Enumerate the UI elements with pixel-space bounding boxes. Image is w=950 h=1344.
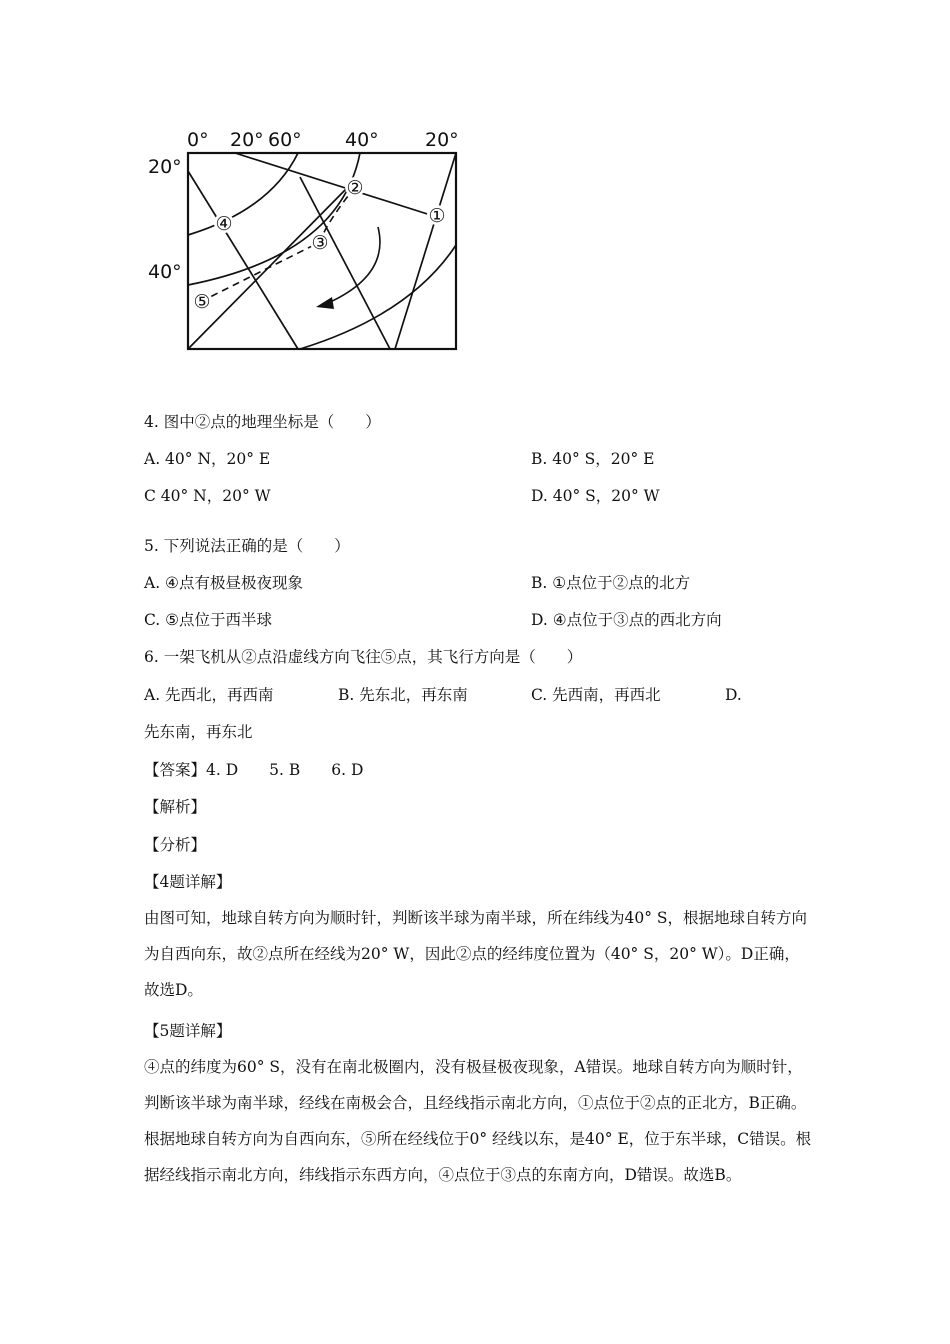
- q4-option-c: C 40° N，20° W: [144, 487, 271, 505]
- latitude-longitude-map: [140, 125, 480, 360]
- label-top-60: 60°: [268, 129, 302, 151]
- q6-option-d-text: 先东南，再东北: [144, 723, 253, 741]
- q4-option-a: A. 40° N，20° E: [144, 450, 271, 468]
- label-top-0: 0°: [187, 129, 209, 151]
- label-left-20: 20°: [148, 156, 182, 178]
- q4-detail-header: 【4题详解】: [144, 873, 232, 891]
- analysis-header: 【解析】: [144, 798, 207, 816]
- q5-detail-text: ④点的纬度为60° S，没有在南北极圈内，没有极昼极夜现象，A错误。地球自转方向为顺时针，判断该半球为南半球，经线在南极会合，且经线指示南北方向，①点位于②点的正北方，B正确。根据地球自转方向为自西向东，⑤所在经线位于0° 经线以东，是40° E，位于东半球，C错误。根据经线指示南北方向，纬线指示东西方向，④点位于③点的东南方向，D错误。故选B。: [144, 1058, 812, 1184]
- q4-stem: 4. 图中②点的地理坐标是（ ）: [144, 413, 381, 431]
- point-4: ④: [215, 213, 233, 235]
- q5-option-b: B. ①点位于②点的北方: [531, 574, 691, 592]
- q5-option-c: C. ⑤点位于西半球: [144, 611, 273, 629]
- q4-detail-text: 由图可知，地球自转方向为顺时针，判断该半球为南半球，所在纬线为40° S，根据地球自转方向为自西向东，故②点所在经线为20° W，因此②点的经纬度位置为（40° S，20° W）。D正确，故选D。: [144, 909, 808, 999]
- label-top-20-right: 20°: [425, 129, 459, 151]
- q4-option-b: B. 40° S，20° E: [531, 450, 655, 468]
- label-top-20: 20°: [230, 129, 264, 151]
- rotation-arrowhead: [316, 297, 334, 309]
- q4-option-d: D. 40° S，20° W: [531, 487, 660, 505]
- q6-option-d: D.: [725, 686, 742, 704]
- label-top-40: 40°: [345, 129, 379, 151]
- q5-option-a: A. ④点有极昼极夜现象: [144, 574, 303, 592]
- q6-option-a: A. 先西北，再西南: [144, 686, 274, 704]
- q6-stem: 6. 一架飞机从②点沿虚线方向飞往⑤点，其飞行方向是（ ）: [144, 648, 583, 666]
- fenxi-header: 【分析】: [144, 836, 207, 854]
- q5-detail-header: 【5题详解】: [144, 1022, 232, 1040]
- point-5: ⑤: [193, 291, 211, 313]
- rotation-arrow: [328, 227, 380, 303]
- q5-stem: 5. 下列说法正确的是（ ）: [144, 537, 350, 555]
- answer-line: 【答案】4. D 5. B 6. D: [144, 761, 364, 779]
- q6-option-c: C. 先西南，再西北: [531, 686, 661, 704]
- q6-option-b: B. 先东北，再东南: [338, 686, 468, 704]
- point-3: ③: [311, 232, 329, 254]
- label-left-40: 40°: [148, 261, 182, 283]
- point-1: ①: [428, 205, 446, 227]
- q5-option-d: D. ④点位于③点的西北方向: [531, 611, 722, 629]
- point-2: ②: [346, 177, 364, 199]
